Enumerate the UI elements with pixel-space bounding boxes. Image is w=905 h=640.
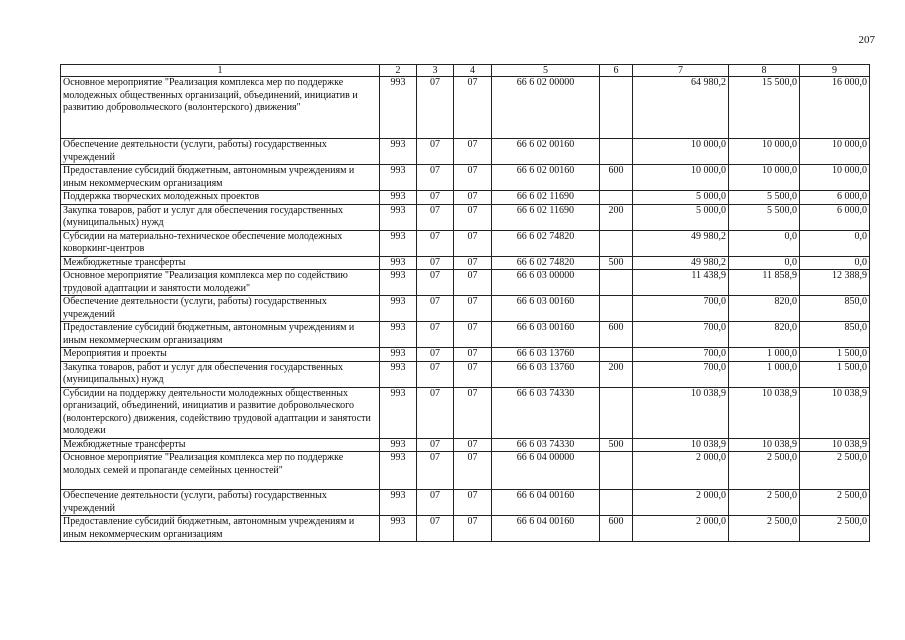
amount-col8-cell: 10 038,9: [729, 387, 800, 438]
code-admin-cell: 993: [380, 361, 417, 387]
code-expense-cell: [600, 230, 633, 256]
column-header: 2: [380, 65, 417, 77]
code-subsection-cell: 07: [454, 490, 492, 516]
amount-col9-cell: 16 000,0: [800, 77, 870, 139]
code-expense-cell: 200: [600, 361, 633, 387]
table-row: [61, 191, 870, 205]
amount-col8-cell: 2 500,0: [729, 516, 800, 542]
code-subsection-cell: 07: [454, 438, 492, 452]
code-section-cell: 07: [417, 77, 454, 139]
amount-col9-cell: 10 000,0: [800, 165, 870, 191]
amount-col8-cell: 0,0: [729, 230, 800, 256]
amount-col7-cell: 2 000,0: [633, 490, 729, 516]
amount-col7-cell: 700,0: [633, 361, 729, 387]
code-section-cell: 07: [417, 256, 454, 270]
amount-col7-cell: 2 000,0: [633, 516, 729, 542]
code-section-cell: 07: [417, 230, 454, 256]
code-target-cell: 66 6 02 00160: [492, 139, 600, 165]
amount-col8-cell: 820,0: [729, 322, 800, 348]
code-expense-cell: [600, 77, 633, 139]
code-target-cell: 66 6 02 74820: [492, 256, 600, 270]
amount-col9-cell: 2 500,0: [800, 452, 870, 490]
code-expense-cell: [600, 139, 633, 165]
code-expense-cell: 500: [600, 438, 633, 452]
code-admin-cell: 993: [380, 296, 417, 322]
code-target-cell: 66 6 04 00160: [492, 490, 600, 516]
amount-col8-cell: 1 000,0: [729, 361, 800, 387]
code-subsection-cell: 07: [454, 452, 492, 490]
code-admin-cell: 993: [380, 165, 417, 191]
amount-col9-cell: 2 500,0: [800, 490, 870, 516]
code-expense-cell: [600, 348, 633, 362]
code-target-cell: 66 6 03 74330: [492, 387, 600, 438]
code-expense-cell: [600, 296, 633, 322]
row-name-cell: Мероприятия и проекты: [61, 348, 380, 362]
code-target-cell: 66 6 03 13760: [492, 348, 600, 362]
table-row: [61, 296, 870, 322]
amount-col9-cell: 850,0: [800, 322, 870, 348]
amount-col9-cell: 10 038,9: [800, 387, 870, 438]
amount-col7-cell: 10 038,9: [633, 387, 729, 438]
table-body: [61, 77, 870, 542]
row-name-cell: Предоставление субсидий бюджетным, автономным учреждениям и иным некоммерческим организациям: [61, 165, 380, 191]
amount-col9-cell: 6 000,0: [800, 204, 870, 230]
amount-col8-cell: 820,0: [729, 296, 800, 322]
code-expense-cell: 600: [600, 516, 633, 542]
code-section-cell: 07: [417, 322, 454, 348]
table-row: [61, 256, 870, 270]
row-name-cell: Основное мероприятие "Реализация комплекса мер по поддержке молодых семей и пропаганде семейных ценностей": [61, 452, 380, 490]
table-row: [61, 361, 870, 387]
amount-col9-cell: 12 388,9: [800, 270, 870, 296]
amount-col9-cell: 850,0: [800, 296, 870, 322]
amount-col8-cell: 1 000,0: [729, 348, 800, 362]
code-admin-cell: 993: [380, 452, 417, 490]
code-admin-cell: 993: [380, 139, 417, 165]
code-subsection-cell: 07: [454, 296, 492, 322]
code-subsection-cell: 07: [454, 348, 492, 362]
code-section-cell: 07: [417, 516, 454, 542]
code-expense-cell: [600, 490, 633, 516]
row-name-cell: Обеспечение деятельности (услуги, работы) государственных учреждений: [61, 139, 380, 165]
code-section-cell: 07: [417, 191, 454, 205]
row-name-cell: Субсидии на поддержку деятельности молодежных общественных организаций, объединений, инициатив и развитие добровольческого (волонтерского) движения, содействию трудовой адаптации и занятости молодежи: [61, 387, 380, 438]
amount-col7-cell: 2 000,0: [633, 452, 729, 490]
amount-col7-cell: 64 980,2: [633, 77, 729, 139]
code-expense-cell: [600, 191, 633, 205]
code-expense-cell: [600, 452, 633, 490]
code-target-cell: 66 6 03 00160: [492, 296, 600, 322]
row-name-cell: Субсидии на материально-техническое обеспечение молодежных коворкинг-центров: [61, 230, 380, 256]
amount-col8-cell: 11 858,9: [729, 270, 800, 296]
code-subsection-cell: 07: [454, 322, 492, 348]
code-subsection-cell: 07: [454, 387, 492, 438]
code-target-cell: 66 6 02 11690: [492, 204, 600, 230]
table-row: [61, 452, 870, 490]
code-admin-cell: 993: [380, 191, 417, 205]
budget-table: [60, 64, 870, 542]
page-number: 207: [858, 34, 875, 46]
table-row: [61, 348, 870, 362]
code-subsection-cell: 07: [454, 77, 492, 139]
amount-col8-cell: 10 000,0: [729, 165, 800, 191]
amount-col7-cell: 700,0: [633, 296, 729, 322]
table-row: [61, 77, 870, 139]
column-header: 8: [729, 65, 800, 77]
amount-col9-cell: 0,0: [800, 256, 870, 270]
code-target-cell: 66 6 03 00160: [492, 322, 600, 348]
column-header: 3: [417, 65, 454, 77]
column-header: 1: [61, 65, 380, 77]
code-section-cell: 07: [417, 270, 454, 296]
amount-col9-cell: 0,0: [800, 230, 870, 256]
row-name-cell: Обеспечение деятельности (услуги, работы) государственных учреждений: [61, 296, 380, 322]
code-admin-cell: 993: [380, 270, 417, 296]
code-section-cell: 07: [417, 139, 454, 165]
code-admin-cell: 993: [380, 348, 417, 362]
code-target-cell: 66 6 02 00000: [492, 77, 600, 139]
amount-col9-cell: 1 500,0: [800, 361, 870, 387]
code-target-cell: 66 6 03 00000: [492, 270, 600, 296]
code-expense-cell: 600: [600, 322, 633, 348]
amount-col9-cell: 10 000,0: [800, 139, 870, 165]
amount-col9-cell: 1 500,0: [800, 348, 870, 362]
code-admin-cell: 993: [380, 438, 417, 452]
code-admin-cell: 993: [380, 387, 417, 438]
code-target-cell: 66 6 04 00160: [492, 516, 600, 542]
table-row: [61, 165, 870, 191]
row-name-cell: Межбюджетные трансферты: [61, 438, 380, 452]
amount-col8-cell: 5 500,0: [729, 191, 800, 205]
code-target-cell: 66 6 02 11690: [492, 191, 600, 205]
code-expense-cell: [600, 387, 633, 438]
column-header: 6: [600, 65, 633, 77]
table-row: [61, 438, 870, 452]
code-target-cell: 66 6 03 74330: [492, 438, 600, 452]
table-row: [61, 516, 870, 542]
table-row: [61, 387, 870, 438]
amount-col7-cell: 11 438,9: [633, 270, 729, 296]
amount-col8-cell: 15 500,0: [729, 77, 800, 139]
amount-col7-cell: 10 000,0: [633, 139, 729, 165]
code-subsection-cell: 07: [454, 165, 492, 191]
code-subsection-cell: 07: [454, 256, 492, 270]
code-section-cell: 07: [417, 348, 454, 362]
amount-col9-cell: 2 500,0: [800, 516, 870, 542]
column-header: 4: [454, 65, 492, 77]
amount-col7-cell: 10 038,9: [633, 438, 729, 452]
code-subsection-cell: 07: [454, 139, 492, 165]
column-header: 9: [800, 65, 870, 77]
table-row: [61, 230, 870, 256]
table-row: [61, 139, 870, 165]
amount-col7-cell: 5 000,0: [633, 191, 729, 205]
row-name-cell: Закупка товаров, работ и услуг для обеспечения государственных (муниципальных) нужд: [61, 361, 380, 387]
code-admin-cell: 993: [380, 322, 417, 348]
code-target-cell: 66 6 02 74820: [492, 230, 600, 256]
code-admin-cell: 993: [380, 230, 417, 256]
code-section-cell: 07: [417, 490, 454, 516]
code-section-cell: 07: [417, 452, 454, 490]
row-name-cell: Предоставление субсидий бюджетным, автономным учреждениям и иным некоммерческим организациям: [61, 516, 380, 542]
code-expense-cell: 600: [600, 165, 633, 191]
row-name-cell: Предоставление субсидий бюджетным, автономным учреждениям и иным некоммерческим организациям: [61, 322, 380, 348]
row-name-cell: Основное мероприятие "Реализация комплекса мер по содействию трудовой адаптации и занятости молодежи": [61, 270, 380, 296]
code-admin-cell: 993: [380, 256, 417, 270]
amount-col7-cell: 49 980,2: [633, 256, 729, 270]
code-target-cell: 66 6 03 13760: [492, 361, 600, 387]
code-subsection-cell: 07: [454, 361, 492, 387]
row-name-cell: Закупка товаров, работ и услуг для обеспечения государственных (муниципальных) нужд: [61, 204, 380, 230]
table-row: [61, 270, 870, 296]
table-row: [61, 490, 870, 516]
code-target-cell: 66 6 04 00000: [492, 452, 600, 490]
code-subsection-cell: 07: [454, 204, 492, 230]
code-section-cell: 07: [417, 438, 454, 452]
amount-col7-cell: 10 000,0: [633, 165, 729, 191]
amount-col8-cell: 5 500,0: [729, 204, 800, 230]
amount-col8-cell: 2 500,0: [729, 490, 800, 516]
code-expense-cell: [600, 270, 633, 296]
amount-col9-cell: 10 038,9: [800, 438, 870, 452]
code-section-cell: 07: [417, 387, 454, 438]
code-section-cell: 07: [417, 361, 454, 387]
row-name-cell: Обеспечение деятельности (услуги, работы) государственных учреждений: [61, 490, 380, 516]
table-row: [61, 204, 870, 230]
row-name-cell: Поддержка творческих молодежных проектов: [61, 191, 380, 205]
code-expense-cell: 500: [600, 256, 633, 270]
amount-col8-cell: 2 500,0: [729, 452, 800, 490]
code-admin-cell: 993: [380, 77, 417, 139]
code-subsection-cell: 07: [454, 516, 492, 542]
code-subsection-cell: 07: [454, 230, 492, 256]
code-subsection-cell: 07: [454, 191, 492, 205]
amount-col8-cell: 10 038,9: [729, 438, 800, 452]
column-header: 5: [492, 65, 600, 77]
amount-col7-cell: 700,0: [633, 348, 729, 362]
amount-col7-cell: 700,0: [633, 322, 729, 348]
row-name-cell: Межбюджетные трансферты: [61, 256, 380, 270]
code-subsection-cell: 07: [454, 270, 492, 296]
code-section-cell: 07: [417, 165, 454, 191]
row-name-cell: Основное мероприятие "Реализация комплекса мер по поддержке молодежных общественных организаций, объединений, инициатив и развитию добровольческого (волонтерского) движения": [61, 77, 380, 139]
amount-col7-cell: 5 000,0: [633, 204, 729, 230]
code-target-cell: 66 6 02 00160: [492, 165, 600, 191]
code-admin-cell: 993: [380, 204, 417, 230]
table-row: [61, 322, 870, 348]
amount-col7-cell: 49 980,2: [633, 230, 729, 256]
code-section-cell: 07: [417, 204, 454, 230]
code-expense-cell: 200: [600, 204, 633, 230]
amount-col8-cell: 0,0: [729, 256, 800, 270]
amount-col8-cell: 10 000,0: [729, 139, 800, 165]
amount-col9-cell: 6 000,0: [800, 191, 870, 205]
code-admin-cell: 993: [380, 490, 417, 516]
table-header-row: [61, 65, 870, 77]
column-header: 7: [633, 65, 729, 77]
code-section-cell: 07: [417, 296, 454, 322]
code-admin-cell: 993: [380, 516, 417, 542]
